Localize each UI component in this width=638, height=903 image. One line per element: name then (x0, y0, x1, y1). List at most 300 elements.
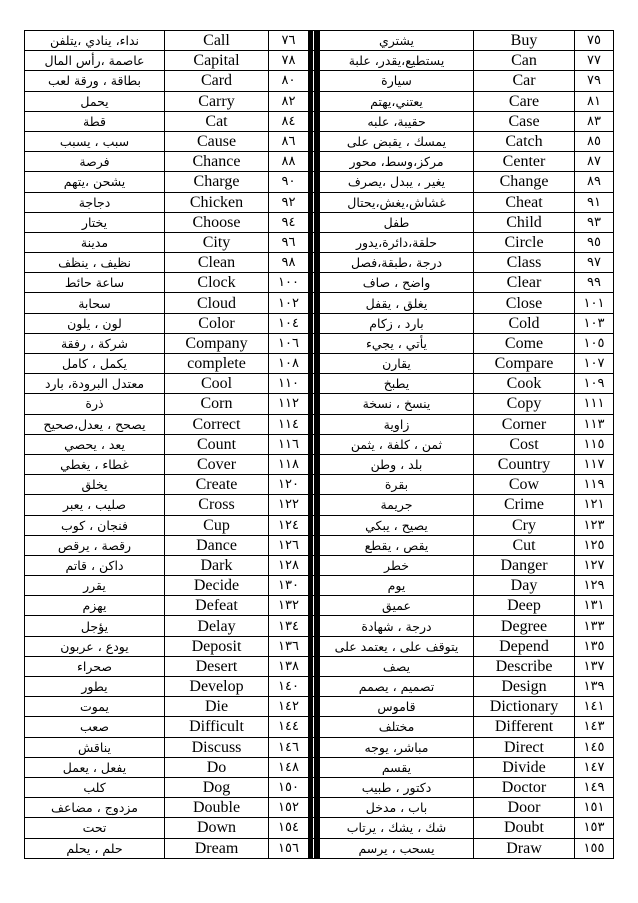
left-entry-number: ١٥٤ (269, 818, 309, 838)
right-entry-number: ١٠٩ (575, 374, 614, 394)
column-divider (309, 535, 320, 555)
left-arabic-meaning: ذرة (25, 394, 165, 414)
right-english-word: Divide (474, 757, 575, 777)
left-arabic-meaning: يقرر (25, 576, 165, 596)
right-english-word: Cook (474, 374, 575, 394)
right-english-word: Dictionary (474, 697, 575, 717)
left-english-word: Carry (165, 91, 269, 111)
right-arabic-meaning: يمسك ، يقبض على (320, 131, 474, 151)
right-entry-number: ١٤٧ (575, 757, 614, 777)
right-english-word: Case (474, 111, 575, 131)
right-english-word: Degree (474, 616, 575, 636)
right-arabic-meaning: يعتني،يهتم (320, 91, 474, 111)
right-entry-number: ١٥٥ (575, 838, 614, 858)
column-divider (309, 838, 320, 858)
right-arabic-meaning: يشتري (320, 31, 474, 51)
left-entry-number: ١٢٤ (269, 515, 309, 535)
column-divider (309, 777, 320, 797)
right-english-word: Child (474, 212, 575, 232)
column-divider (309, 616, 320, 636)
column-divider (309, 91, 320, 111)
left-english-word: Cloud (165, 293, 269, 313)
left-entry-number: ١١٦ (269, 434, 309, 454)
right-entry-number: ٩٣ (575, 212, 614, 232)
right-entry-number: ١٢٣ (575, 515, 614, 535)
left-arabic-meaning: داكن ، قاتم (25, 555, 165, 575)
right-arabic-meaning: يصيح ، يبكي (320, 515, 474, 535)
left-english-word: Count (165, 434, 269, 454)
right-english-word: Draw (474, 838, 575, 858)
right-english-word: Copy (474, 394, 575, 414)
left-entry-number: ١٠٨ (269, 354, 309, 374)
right-english-word: Doubt (474, 818, 575, 838)
table-row (25, 636, 614, 656)
left-arabic-meaning: تحت (25, 818, 165, 838)
left-arabic-meaning: يخلق (25, 475, 165, 495)
left-english-word: Color (165, 313, 269, 333)
right-entry-number: ١١٧ (575, 454, 614, 474)
right-arabic-meaning: حلقة،دائرة،يدور (320, 232, 474, 252)
right-english-word: Door (474, 798, 575, 818)
right-english-word: Catch (474, 131, 575, 151)
left-entry-number: ٩٦ (269, 232, 309, 252)
left-entry-number: ١٣٠ (269, 576, 309, 596)
left-arabic-meaning: يكمل ، كامل (25, 354, 165, 374)
left-arabic-meaning: صليب ، يعبر (25, 495, 165, 515)
left-english-word: Dark (165, 555, 269, 575)
left-english-word: Card (165, 71, 269, 91)
right-arabic-meaning: ثمن ، كلفة ، يثمن (320, 434, 474, 454)
table-row (25, 535, 614, 555)
table-row (25, 757, 614, 777)
left-arabic-meaning: يودع ، عربون (25, 636, 165, 656)
right-arabic-meaning: حقيبة، علبه (320, 111, 474, 131)
left-entry-number: ٩٨ (269, 253, 309, 273)
right-entry-number: ١١١ (575, 394, 614, 414)
left-english-word: Chicken (165, 192, 269, 212)
table-row (25, 212, 614, 232)
column-divider (309, 51, 320, 71)
left-entry-number: ٨٦ (269, 131, 309, 151)
right-english-word: Circle (474, 232, 575, 252)
left-arabic-meaning: كلب (25, 777, 165, 797)
left-entry-number: ٩٠ (269, 172, 309, 192)
left-english-word: Charge (165, 172, 269, 192)
right-arabic-meaning: درجة ،طبقة،فصل (320, 253, 474, 273)
left-english-word: Correct (165, 414, 269, 434)
left-arabic-meaning: مزدوج ، مضاعف (25, 798, 165, 818)
right-arabic-meaning: شك ، يشك ، يرتاب (320, 818, 474, 838)
left-arabic-meaning: قطة (25, 111, 165, 131)
left-entry-number: ١٢٠ (269, 475, 309, 495)
column-divider (309, 414, 320, 434)
left-arabic-meaning: يعد ، يحصي (25, 434, 165, 454)
left-english-word: Double (165, 798, 269, 818)
left-english-word: Capital (165, 51, 269, 71)
right-entry-number: ١٢٩ (575, 576, 614, 596)
column-divider (309, 374, 320, 394)
right-entry-number: ٩١ (575, 192, 614, 212)
right-arabic-meaning: دكتور ، طبيب (320, 777, 474, 797)
column-divider (309, 192, 320, 212)
left-english-word: Discuss (165, 737, 269, 757)
column-divider (309, 596, 320, 616)
column-divider (309, 293, 320, 313)
right-english-word: Cut (474, 535, 575, 555)
left-entry-number: ١٣٤ (269, 616, 309, 636)
right-arabic-meaning: يطبخ (320, 374, 474, 394)
right-english-word: Compare (474, 354, 575, 374)
column-divider (309, 394, 320, 414)
left-arabic-meaning: يشحن ،يتهم (25, 172, 165, 192)
right-arabic-meaning: زاوية (320, 414, 474, 434)
right-arabic-meaning: يأتي ، يجيء (320, 333, 474, 353)
vocabulary-rows (25, 31, 614, 859)
right-english-word: Doctor (474, 777, 575, 797)
right-english-word: Car (474, 71, 575, 91)
right-entry-number: ٨٩ (575, 172, 614, 192)
left-english-word: Dance (165, 535, 269, 555)
right-arabic-meaning: بقرة (320, 475, 474, 495)
right-entry-number: ١٣٥ (575, 636, 614, 656)
left-english-word: Create (165, 475, 269, 495)
column-divider (309, 576, 320, 596)
left-english-word: complete (165, 354, 269, 374)
left-english-word: Clean (165, 253, 269, 273)
left-entry-number: ١٢٦ (269, 535, 309, 555)
left-arabic-meaning: ساعة حائط (25, 273, 165, 293)
table-row (25, 717, 614, 737)
column-divider (309, 232, 320, 252)
right-arabic-meaning: عميق (320, 596, 474, 616)
left-english-word: Cover (165, 454, 269, 474)
left-english-word: Deposit (165, 636, 269, 656)
left-english-word: Cause (165, 131, 269, 151)
right-arabic-meaning: تصميم ، يصمم (320, 677, 474, 697)
column-divider (309, 31, 320, 51)
table-row (25, 293, 614, 313)
right-entry-number: ٩٩ (575, 273, 614, 293)
left-entry-number: ٨٠ (269, 71, 309, 91)
table-row (25, 333, 614, 353)
right-arabic-meaning: بارد ، زكام (320, 313, 474, 333)
table-row (25, 354, 614, 374)
table-row (25, 434, 614, 454)
right-english-word: Care (474, 91, 575, 111)
column-divider (309, 555, 320, 575)
right-entry-number: ٩٥ (575, 232, 614, 252)
left-entry-number: ١٤٤ (269, 717, 309, 737)
right-english-word: Cold (474, 313, 575, 333)
vocabulary-sheet (24, 30, 613, 859)
right-arabic-meaning: يتوقف على ، يعتمد على (320, 636, 474, 656)
left-entry-number: ٩٢ (269, 192, 309, 212)
left-arabic-meaning: يناقش (25, 737, 165, 757)
table-row (25, 656, 614, 676)
column-divider (309, 212, 320, 232)
table-row (25, 394, 614, 414)
left-entry-number: ١١٤ (269, 414, 309, 434)
column-divider (309, 454, 320, 474)
table-row (25, 798, 614, 818)
column-divider (309, 515, 320, 535)
right-entry-number: ٧٥ (575, 31, 614, 51)
right-arabic-meaning: يصف (320, 656, 474, 676)
left-entry-number: ٧٨ (269, 51, 309, 71)
right-entry-number: ١٣٧ (575, 656, 614, 676)
left-english-word: Corn (165, 394, 269, 414)
left-arabic-meaning: لون ، يلون (25, 313, 165, 333)
left-entry-number: ١٥٦ (269, 838, 309, 858)
right-english-word: Country (474, 454, 575, 474)
left-arabic-meaning: فنجان ، كوب (25, 515, 165, 535)
column-divider (309, 333, 320, 353)
column-divider (309, 131, 320, 151)
left-english-word: Dog (165, 777, 269, 797)
left-arabic-meaning: يصحح ، يعدل،صحيح (25, 414, 165, 434)
right-english-word: Change (474, 172, 575, 192)
right-entry-number: ٧٧ (575, 51, 614, 71)
right-entry-number: ١٠٧ (575, 354, 614, 374)
column-divider (309, 152, 320, 172)
right-entry-number: ١٠٥ (575, 333, 614, 353)
right-arabic-meaning: جريمة (320, 495, 474, 515)
left-arabic-meaning: يفعل ، يعمل (25, 757, 165, 777)
vocabulary-table (24, 30, 614, 859)
column-divider (309, 697, 320, 717)
right-english-word: Corner (474, 414, 575, 434)
column-divider (309, 495, 320, 515)
right-entry-number: ١٢٥ (575, 535, 614, 555)
table-row (25, 313, 614, 333)
right-entry-number: ١٠١ (575, 293, 614, 313)
column-divider (309, 354, 320, 374)
left-arabic-meaning: حلم ، يحلم (25, 838, 165, 858)
left-arabic-meaning: صحراء (25, 656, 165, 676)
left-arabic-meaning: نداء، ينادي ،يتلفن (25, 31, 165, 51)
right-entry-number: ٨٧ (575, 152, 614, 172)
table-row (25, 273, 614, 293)
left-english-word: Cross (165, 495, 269, 515)
right-entry-number: ١٠٣ (575, 313, 614, 333)
left-entry-number: ٩٤ (269, 212, 309, 232)
column-divider (309, 636, 320, 656)
right-entry-number: ١٤١ (575, 697, 614, 717)
right-entry-number: ٧٩ (575, 71, 614, 91)
column-divider (309, 475, 320, 495)
table-row (25, 71, 614, 91)
table-row (25, 475, 614, 495)
column-divider (309, 818, 320, 838)
right-english-word: Day (474, 576, 575, 596)
column-divider (309, 71, 320, 91)
column-divider (309, 717, 320, 737)
table-row (25, 555, 614, 575)
left-english-word: Clock (165, 273, 269, 293)
right-entry-number: ١١٣ (575, 414, 614, 434)
column-divider (309, 677, 320, 697)
table-row (25, 495, 614, 515)
right-entry-number: ٨٣ (575, 111, 614, 131)
right-english-word: Cry (474, 515, 575, 535)
right-entry-number: ١٥٣ (575, 818, 614, 838)
left-arabic-meaning: يختار (25, 212, 165, 232)
left-english-word: Do (165, 757, 269, 777)
table-row (25, 232, 614, 252)
column-divider (309, 253, 320, 273)
right-entry-number: ١٥١ (575, 798, 614, 818)
left-arabic-meaning: رقصة ، يرقص (25, 535, 165, 555)
left-arabic-meaning: غطاء ، يغطي (25, 454, 165, 474)
left-arabic-meaning: بطاقة ، ورقة لعب (25, 71, 165, 91)
right-entry-number: ١٣٩ (575, 677, 614, 697)
table-row (25, 172, 614, 192)
left-arabic-meaning: مدينة (25, 232, 165, 252)
left-english-word: Decide (165, 576, 269, 596)
column-divider (309, 313, 320, 333)
right-arabic-meaning: خطر (320, 555, 474, 575)
left-english-word: Call (165, 31, 269, 51)
left-english-word: Company (165, 333, 269, 353)
right-arabic-meaning: ينسخ ، نسخة (320, 394, 474, 414)
right-arabic-meaning: واضح ، صاف (320, 273, 474, 293)
left-entry-number: ١٠٦ (269, 333, 309, 353)
left-arabic-meaning: سحابة (25, 293, 165, 313)
right-entry-number: ٩٧ (575, 253, 614, 273)
table-row (25, 838, 614, 858)
left-entry-number: ٧٦ (269, 31, 309, 51)
left-arabic-meaning: يحمل (25, 91, 165, 111)
right-entry-number: ٨١ (575, 91, 614, 111)
table-row (25, 777, 614, 797)
right-english-word: Come (474, 333, 575, 353)
left-arabic-meaning: شركة ، رفقة (25, 333, 165, 353)
left-arabic-meaning: فرصة (25, 152, 165, 172)
right-english-word: Cheat (474, 192, 575, 212)
left-english-word: Choose (165, 212, 269, 232)
left-english-word: Down (165, 818, 269, 838)
right-english-word: Buy (474, 31, 575, 51)
right-english-word: Direct (474, 737, 575, 757)
right-arabic-meaning: باب ، مدخل (320, 798, 474, 818)
left-entry-number: ١٣٢ (269, 596, 309, 616)
table-row (25, 91, 614, 111)
left-english-word: Cat (165, 111, 269, 131)
table-row (25, 596, 614, 616)
left-entry-number: ١٥٠ (269, 777, 309, 797)
table-row (25, 414, 614, 434)
table-row (25, 677, 614, 697)
right-english-word: Depend (474, 636, 575, 656)
left-arabic-meaning: دجاجة (25, 192, 165, 212)
right-arabic-meaning: يقسم (320, 757, 474, 777)
right-entry-number: ٨٥ (575, 131, 614, 151)
right-arabic-meaning: يغلق ، يقفل (320, 293, 474, 313)
column-divider (309, 111, 320, 131)
left-english-word: City (165, 232, 269, 252)
right-arabic-meaning: يقص ، يقطع (320, 535, 474, 555)
left-english-word: Develop (165, 677, 269, 697)
right-arabic-meaning: سيارة (320, 71, 474, 91)
table-row (25, 192, 614, 212)
right-arabic-meaning: مباشر، يوجه (320, 737, 474, 757)
left-entry-number: ٨٨ (269, 152, 309, 172)
right-entry-number: ١٣٣ (575, 616, 614, 636)
right-arabic-meaning: طفل (320, 212, 474, 232)
left-english-word: Dream (165, 838, 269, 858)
table-row (25, 616, 614, 636)
left-entry-number: ١٠٤ (269, 313, 309, 333)
left-arabic-meaning: يموت (25, 697, 165, 717)
left-entry-number: ١٣٦ (269, 636, 309, 656)
right-entry-number: ١١٥ (575, 434, 614, 454)
left-entry-number: ١٤٠ (269, 677, 309, 697)
left-english-word: Difficult (165, 717, 269, 737)
right-english-word: Class (474, 253, 575, 273)
right-entry-number: ١٤٥ (575, 737, 614, 757)
column-divider (309, 737, 320, 757)
right-english-word: Danger (474, 555, 575, 575)
right-english-word: Close (474, 293, 575, 313)
right-arabic-meaning: قاموس (320, 697, 474, 717)
right-entry-number: ١٢١ (575, 495, 614, 515)
left-entry-number: ١٤٦ (269, 737, 309, 757)
left-entry-number: ١٣٨ (269, 656, 309, 676)
column-divider (309, 172, 320, 192)
right-english-word: Cow (474, 475, 575, 495)
table-row (25, 111, 614, 131)
right-arabic-meaning: درجة ، شهادة (320, 616, 474, 636)
left-english-word: Defeat (165, 596, 269, 616)
left-entry-number: ١١٠ (269, 374, 309, 394)
left-arabic-meaning: عاصمة ،رأس المال (25, 51, 165, 71)
right-english-word: Different (474, 717, 575, 737)
right-english-word: Deep (474, 596, 575, 616)
left-entry-number: ١٢٢ (269, 495, 309, 515)
column-divider (309, 798, 320, 818)
left-entry-number: ١٠٢ (269, 293, 309, 313)
table-row (25, 374, 614, 394)
right-arabic-meaning: مختلف (320, 717, 474, 737)
right-arabic-meaning: مركز،وسط، محور (320, 152, 474, 172)
left-arabic-meaning: يؤجل (25, 616, 165, 636)
left-arabic-meaning: يهزم (25, 596, 165, 616)
right-arabic-meaning: يسحب ، يرسم (320, 838, 474, 858)
left-entry-number: ٨٢ (269, 91, 309, 111)
left-arabic-meaning: نظيف ، ينظف (25, 253, 165, 273)
left-english-word: Chance (165, 152, 269, 172)
left-arabic-meaning: يطور (25, 677, 165, 697)
left-arabic-meaning: معتدل البرودة، بارد (25, 374, 165, 394)
right-arabic-meaning: يستطيع،يقدر، علبة (320, 51, 474, 71)
left-entry-number: ١٤٢ (269, 697, 309, 717)
left-entry-number: ١٤٨ (269, 757, 309, 777)
table-row (25, 31, 614, 51)
left-english-word: Die (165, 697, 269, 717)
left-english-word: Cool (165, 374, 269, 394)
right-entry-number: ١٣١ (575, 596, 614, 616)
table-row (25, 131, 614, 151)
left-entry-number: ١١٨ (269, 454, 309, 474)
table-row (25, 515, 614, 535)
table-row (25, 253, 614, 273)
table-row (25, 818, 614, 838)
left-entry-number: ١١٢ (269, 394, 309, 414)
right-english-word: Cost (474, 434, 575, 454)
right-english-word: Can (474, 51, 575, 71)
right-english-word: Crime (474, 495, 575, 515)
table-row (25, 576, 614, 596)
